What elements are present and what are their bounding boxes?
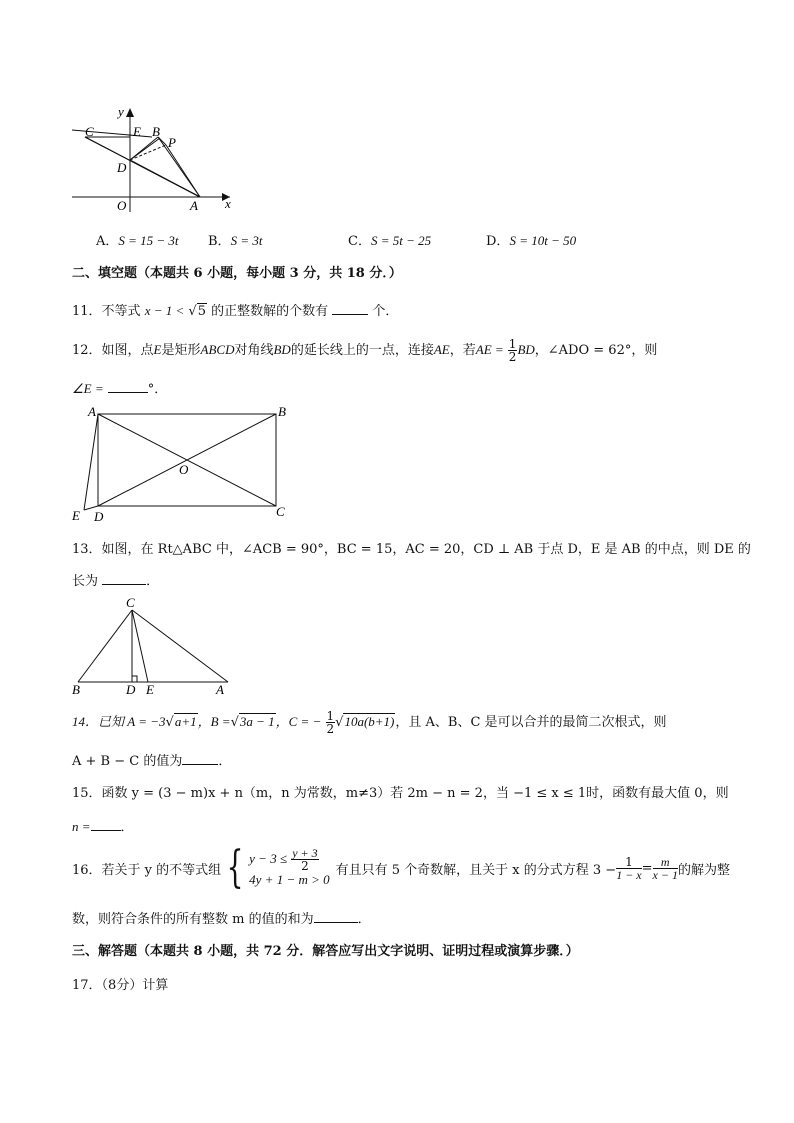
q14-radicand: 3a − 1: [239, 714, 275, 729]
q13-tail: ．: [146, 574, 160, 589]
q15-tail: ．: [120, 820, 134, 835]
row1-left: y − 3 ≤: [249, 851, 288, 867]
label-b: B: [278, 404, 286, 419]
q11-inequality: x − 1 <: [144, 303, 185, 318]
label-y: y: [118, 104, 124, 119]
q12-text: 对角线: [234, 343, 274, 358]
label-e: E: [146, 682, 154, 696]
label-d: D: [94, 509, 104, 524]
q14-text: ，C = −: [275, 714, 322, 729]
q11-pre: 11．不等式: [72, 304, 141, 319]
question-16-line1: [72, 843, 730, 893]
q12-text: ，∠ADO = 62°，则: [534, 343, 658, 358]
option-b: [208, 230, 262, 249]
q12-var: AE =: [475, 342, 504, 357]
label-b: B: [72, 682, 80, 696]
label-a: A: [88, 404, 96, 419]
q15-text: n =: [72, 819, 91, 834]
option-expr: S = 15 − 3t: [118, 233, 179, 248]
inequality-system: [249, 847, 329, 889]
label-a: A: [216, 682, 224, 696]
q12-deg: °．: [147, 382, 168, 397]
q12-var: BD: [273, 342, 291, 357]
section-2-title: 二、填空题（本题共 6 小题，每小题 3 分，共 18 分．）: [72, 266, 402, 281]
option-a: [96, 230, 179, 249]
option-letter: B．: [208, 234, 231, 249]
q14-text: 14．已知 A = −3: [72, 714, 166, 729]
q16-text: 16．若关于 y 的不等式组: [72, 862, 222, 878]
question-15-line1: 15．函数 y = (3 − m)x + n（m，n 为常数，m≠3）若 2m − n = 2，当 −1 ≤ x ≤ 1时，函数有最大值 0，则: [72, 786, 729, 801]
q12-text: 的延长线上的一点，连接: [290, 343, 434, 358]
q16-tail: ．: [357, 912, 371, 927]
frac-num: 1: [508, 337, 517, 351]
question-15-line2: [72, 816, 134, 835]
side-bc: [78, 610, 132, 682]
q12-text: 是矩形: [161, 343, 201, 358]
q12-text: ，若: [449, 343, 476, 358]
option-d: [486, 230, 576, 249]
coordinate-figure: [60, 100, 240, 215]
q11-radicand: 5: [197, 304, 206, 319]
question-14-line1: 14．已知 A = −3√a+1，B =√3a − 1，C = − $\frac{1}{2}$ √10a(b+1)，且 A、B、C 是可以合并的最简二次根式，则: [72, 709, 667, 736]
q13-blank: [102, 584, 146, 585]
option-expr: S = 5t − 25: [370, 233, 432, 248]
q16-fraction-1: [616, 856, 641, 881]
system-row-2: 4y + 1 − m > 0: [249, 872, 330, 888]
q12-var: E: [153, 342, 162, 357]
q16-fraction-2: [653, 856, 678, 881]
q14-text: A + B − C 的值为: [72, 754, 183, 769]
frac-den: 1 − x: [616, 867, 642, 882]
option-c: [348, 230, 431, 249]
question-14-line2: [72, 750, 231, 769]
q16-text: 数，则符合条件的所有整数 m 的值的和为: [72, 912, 314, 927]
q14-text: ，且 A、B、C 是可以合并的最简二次根式，则: [395, 715, 667, 730]
q11-blank: [332, 314, 368, 315]
frac-den: 2: [326, 722, 335, 736]
label-a: A: [190, 198, 198, 213]
q13-text: 长为: [72, 574, 99, 589]
label-x: x: [225, 196, 231, 211]
option-letter: A．: [96, 234, 119, 249]
frac-den: 2: [508, 350, 517, 364]
side-ca: [132, 610, 228, 682]
frac-num: 1: [326, 709, 335, 723]
rectangle-figure: [66, 402, 296, 526]
segment-ae: [84, 414, 98, 510]
q16-text: 的解为整: [677, 862, 730, 878]
system-row-1: [249, 847, 329, 872]
q12-var: AE: [433, 342, 450, 357]
frac-num: y + 3: [292, 846, 318, 861]
q15-blank: [91, 830, 121, 831]
label-b: B: [152, 124, 160, 139]
label-c: C: [126, 595, 135, 610]
question-12-line1: [72, 338, 657, 363]
question-13-line1: 13．如图，在 Rt△ABC 中，∠ACB = 90°，BC = 15，AC = 20，CD ⊥ AB 于点 D，E 是 AB 的中点，则 DE 的: [72, 542, 751, 557]
label-c: C: [85, 124, 94, 139]
q12-var: ABCD: [200, 342, 235, 357]
section-3-title: 三、解答题（本题共 8 小题，共 72 分．解答应写出文字说明、证明过程或演算步骤．）: [72, 944, 579, 959]
option-letter: D．: [486, 234, 510, 249]
option-expr: S = 10t − 50: [509, 233, 577, 248]
label-d: D: [126, 682, 136, 696]
frac-num: 1: [616, 856, 641, 869]
q16-text: 有且只有 5 个奇数解，且关于 x 的分式方程 3 −: [335, 862, 617, 878]
triangle-figure: [66, 594, 236, 696]
question-16-line2: [72, 908, 371, 927]
frac-den: 2: [301, 859, 309, 874]
q14-radicand: a+1: [174, 714, 197, 729]
label-e: E: [133, 124, 141, 139]
row1-fraction: [291, 847, 318, 872]
option-letter: C．: [348, 234, 371, 249]
q11-post: 的正整数解的个数有: [211, 304, 329, 319]
label-e: E: [72, 508, 80, 523]
q14-radicand: 10a(b+1): [344, 714, 395, 729]
q11-tail: 个．: [372, 304, 399, 319]
question-13-line2: [72, 570, 159, 589]
question-17: 17．（8分）计算: [72, 978, 169, 993]
q14-text: ，B =: [197, 714, 231, 729]
label-o: O: [179, 462, 189, 477]
y-axis-arrow: [126, 108, 134, 117]
question-12-line2: [72, 378, 167, 397]
label-d: D: [117, 160, 127, 175]
frac-den: x − 1: [652, 867, 678, 882]
label-o: O: [117, 198, 127, 213]
q16-eq: =: [641, 860, 653, 876]
q12-angle-e: ∠E =: [72, 381, 104, 396]
segment-pa: [166, 145, 200, 197]
q14-fraction: [326, 710, 336, 735]
label-c: C: [276, 504, 285, 519]
q16-blank: [314, 922, 358, 923]
q12-blank: [108, 392, 148, 393]
frac-num: m: [653, 856, 678, 869]
question-11: 11．不等式 x − 1 < √5 的正整数解的个数有 个．: [72, 303, 399, 319]
system-brace: {: [226, 842, 244, 893]
q12-fraction: [508, 338, 518, 363]
label-p: P: [168, 135, 176, 150]
option-expr: S = 3t: [230, 233, 263, 248]
q14-blank: [182, 764, 218, 765]
q14-tail: ．: [218, 754, 232, 769]
q12-var: BD: [517, 342, 535, 357]
segment-ca2: [85, 137, 200, 197]
q12-text: 12．如图，点: [72, 343, 154, 358]
